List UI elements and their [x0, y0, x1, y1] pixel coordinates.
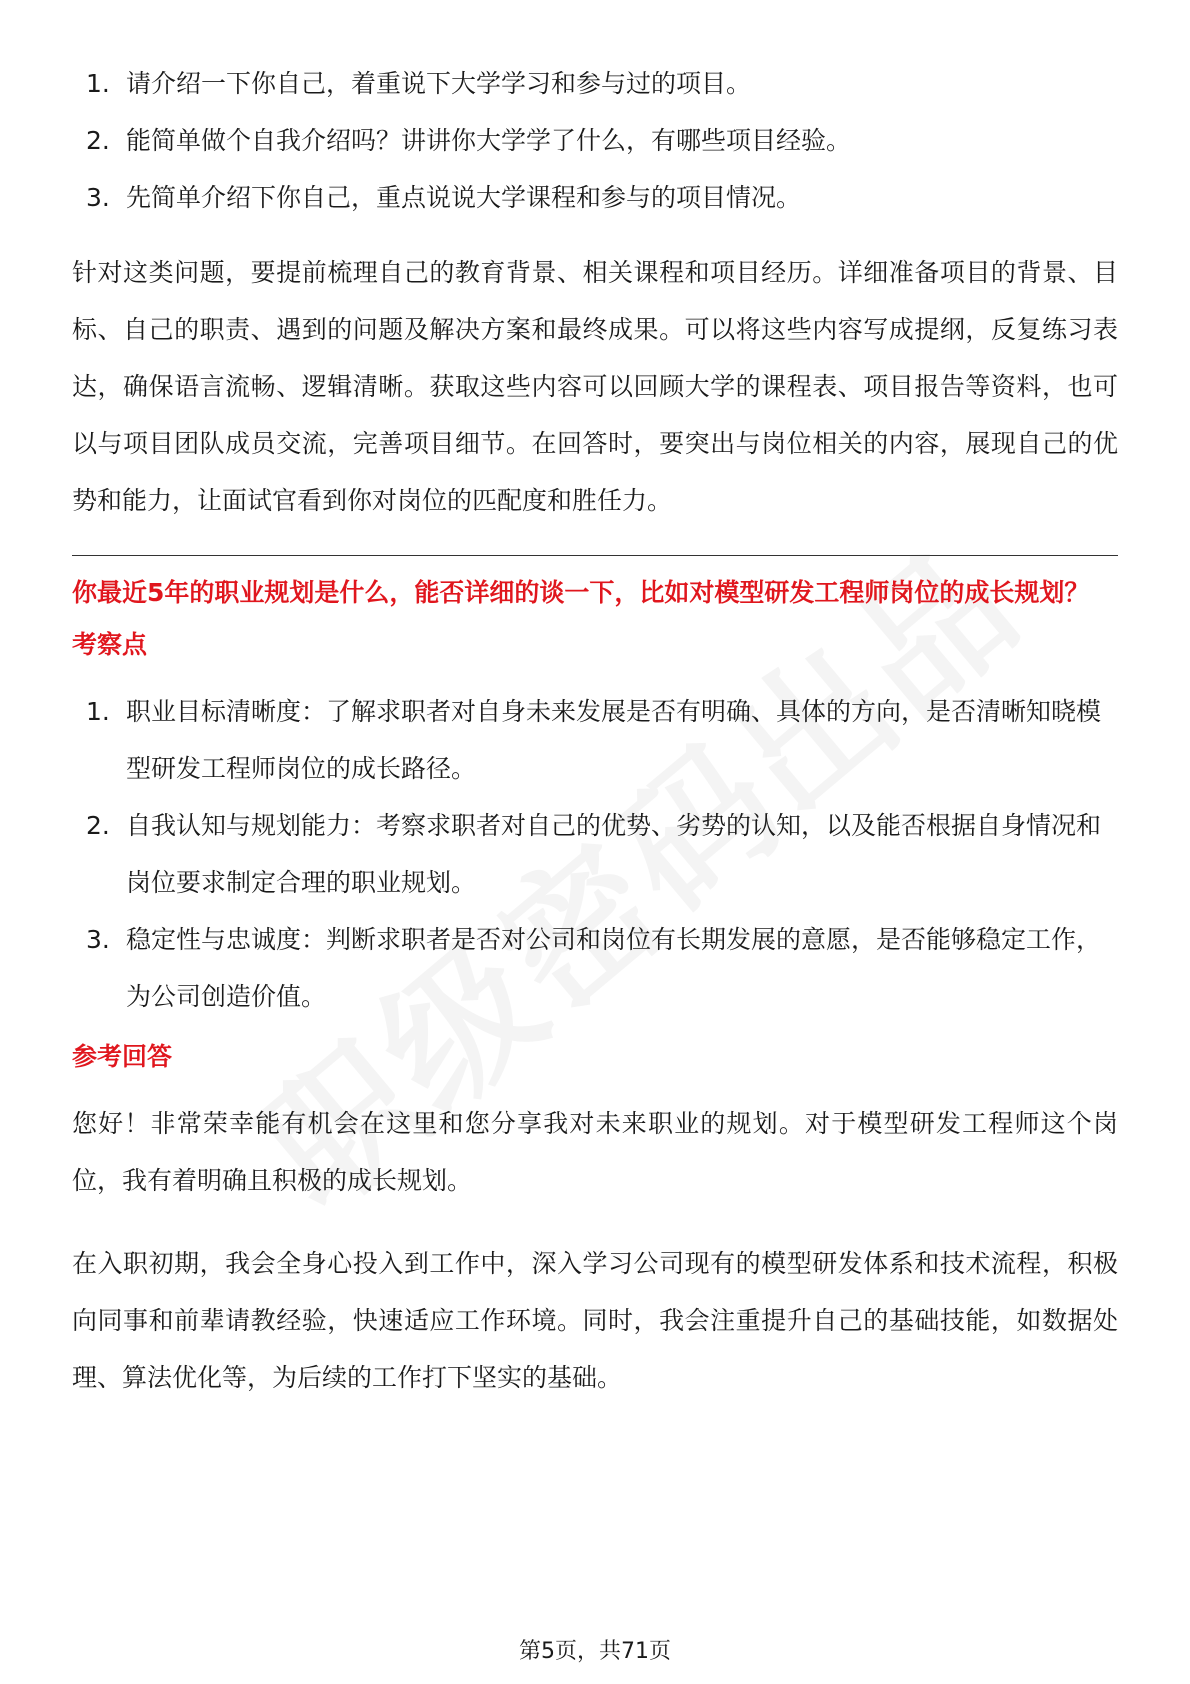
answer-paragraph: 您好！非常荣幸能有机会在这里和您分享我对未来职业的规划。对于模型研发工程师这个岗位，我有着明确且积极的成长规划。 [72, 1109, 1118, 1195]
list-item [72, 55, 1118, 112]
list-text: 请介绍一下你自己，着重说下大学学习和参与过的项目。 [126, 69, 752, 98]
list-item [72, 112, 1118, 169]
list-item [72, 797, 1118, 911]
list-text: 职业目标清晰度：了解求职者对自身未来发展是否有明确、具体的方向，是否清晰知晓模型研发工程师岗位的成长路径。 [126, 697, 1102, 783]
list-number: 1. [86, 69, 110, 98]
page-content [72, 55, 1118, 1406]
advice-paragraph: 针对这类问题，要提前梳理自己的教育背景、相关课程和项目经历。详细准备项目的背景、目标、自己的职责、遇到的问题及解决方案和最终成果。可以将这些内容写成提纲，反复练习表达，确保语言流畅、逻辑清晰。获取这些内容可以回顾大学的课程表、项目报告等资料，也可以与项目团队成员交流，完善项目细节。在回答时，要突出与岗位相关的内容，展现自己的优势和能力，让面试官看到你对岗位的匹配度和胜任力。 [72, 258, 1118, 515]
page-footer: 第5页，共71页 [519, 1639, 671, 1664]
intro-question-list [72, 55, 1118, 226]
list-text: 先简单介绍下你自己，重点说说大学课程和参与的项目情况。 [126, 183, 802, 212]
section-divider [72, 555, 1118, 556]
list-number: 2. [86, 126, 110, 155]
list-item [72, 169, 1118, 226]
assessment-points-list [72, 683, 1118, 1025]
list-text: 稳定性与忠诚度：判断求职者是否对公司和岗位有长期发展的意愿，是否能够稳定工作，为公司创造价值。 [126, 925, 1102, 1011]
list-number: 1. [86, 697, 110, 726]
list-item [72, 683, 1118, 797]
question-title: 你最近5年的职业规划是什么，能否详细的谈一下，比如对模型研发工程师岗位的成长规划？ [72, 578, 1090, 607]
list-text: 自我认知与规划能力：考察求职者对自己的优势、劣势的认知，以及能否根据自身情况和岗位要求制定合理的职业规划。 [126, 811, 1102, 897]
answer-paragraph: 在入职初期，我会全身心投入到工作中，深入学习公司现有的模型研发体系和技术流程，积极向同事和前辈请教经验，快速适应工作环境。同时，我会注重提升自己的基础技能，如数据处理、算法优化等，为后续的工作打下坚实的基础。 [72, 1249, 1118, 1392]
list-number: 3. [86, 925, 110, 954]
points-heading: 考察点 [72, 630, 148, 659]
list-number: 2. [86, 811, 110, 840]
list-text: 能简单做个自我介绍吗？讲讲你大学学了什么，有哪些项目经验。 [126, 126, 852, 155]
list-number: 3. [86, 183, 110, 212]
list-item [72, 911, 1118, 1025]
answer-heading: 参考回答 [72, 1042, 173, 1071]
